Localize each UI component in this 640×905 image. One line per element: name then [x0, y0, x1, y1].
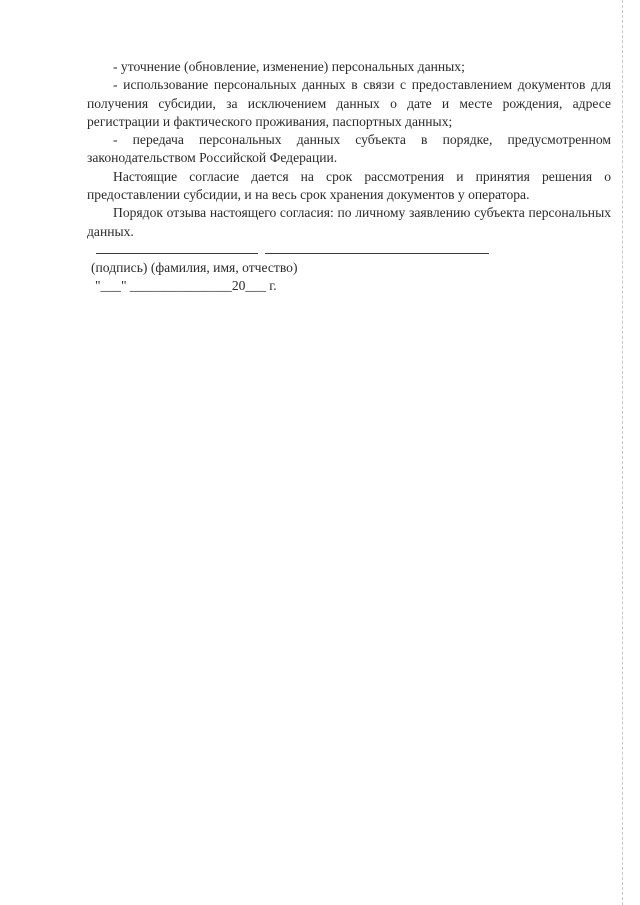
date-line: "___" _______________20___ г.	[95, 278, 277, 294]
paragraph-usage: - использование персональных данных в связи с предоставлением документов для получения субсидии, за исключением данных о дате и месте рождения, адресе регистрации и фактического проживания, паспортных данных;	[87, 77, 611, 129]
signature-lines	[87, 245, 611, 259]
paragraph-transfer: - передача персональных данных субъекта в порядке, предусмотренном законодательством Российской Федерации.	[87, 132, 611, 166]
paragraph-consent-term: Настоящие согласие дается на срок рассмотрения и принятия решения о предоставлении субсидии, и на весь срок хранения документов у оператора.	[87, 168, 611, 203]
signature-caption: (подпись) (фамилия, имя, отчество)	[91, 259, 298, 275]
full-name-line	[265, 253, 489, 254]
document-body	[87, 58, 611, 296]
page-edge-marker	[622, 0, 623, 905]
paragraph-revocation: Порядок отзыва настоящего согласия: по личному заявлению субъекта персональных данных.	[87, 205, 611, 239]
signature-line	[96, 253, 258, 254]
paragraph-clarification: - уточнение (обновление, изменение) персональных данных;	[113, 59, 465, 74]
